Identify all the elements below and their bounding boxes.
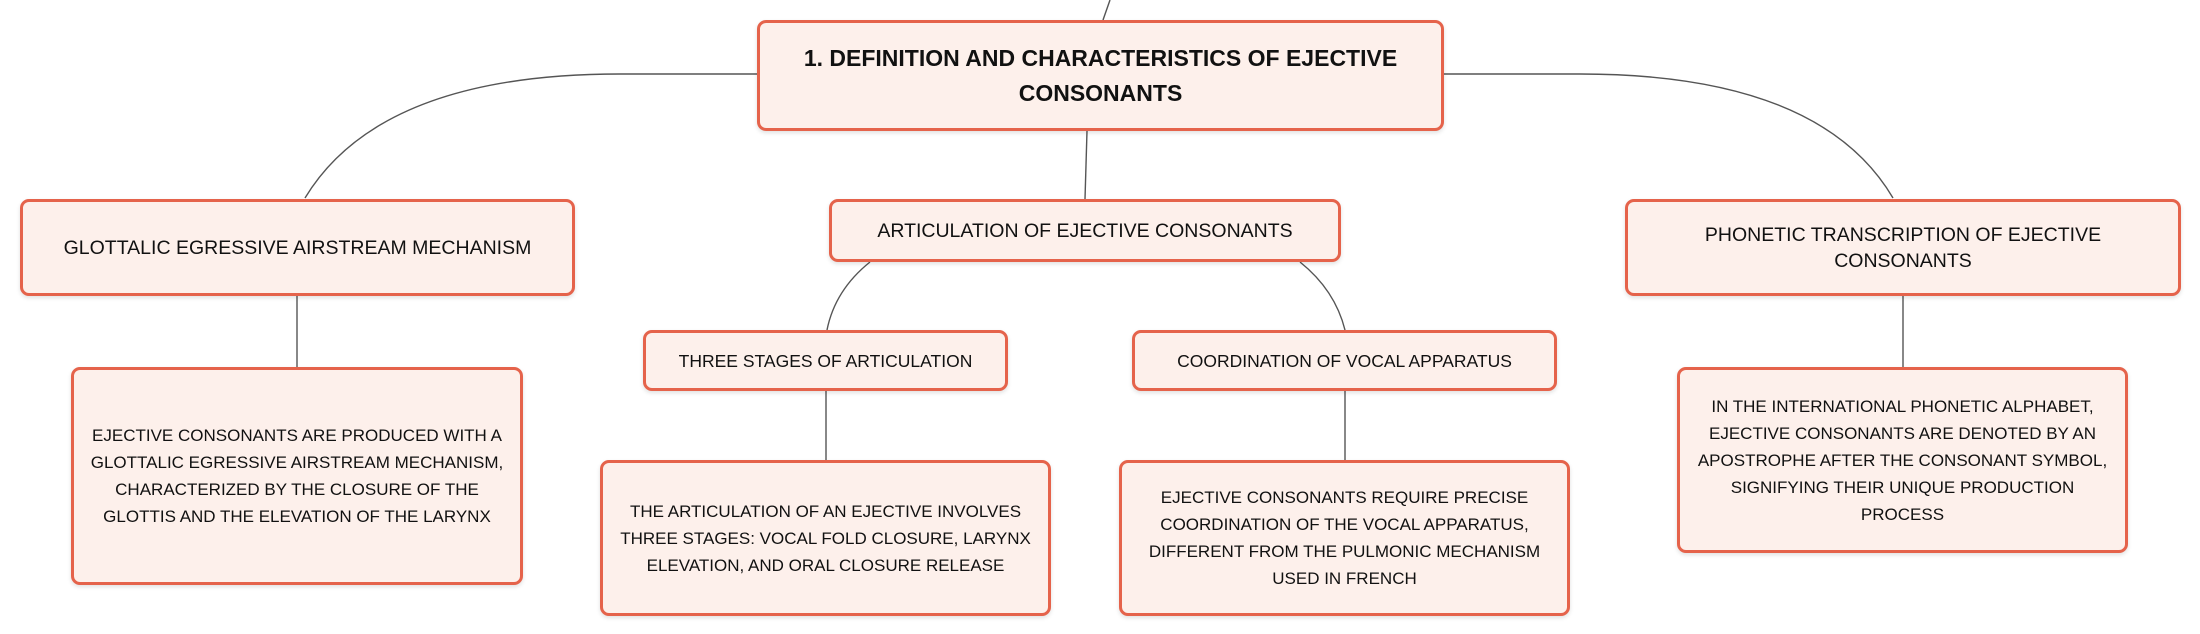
detail-coordination-text: EJECTIVE CONSONANTS REQUIRE PRECISE COORDINATION OF THE VOCAL APPARATUS, DIFFERENT FROM THE PULMONIC MECHANISM USED IN FRENCH: [1148, 488, 1541, 588]
detail-glottalic-mechanism[interactable]: [71, 367, 523, 585]
subtopic-three-stages[interactable]: [643, 330, 1008, 391]
connector-center-coordination: [1300, 262, 1345, 330]
detail-coordination[interactable]: [1119, 460, 1570, 616]
detail-phonetic-transcription-text: IN THE INTERNATIONAL PHONETIC ALPHABET, EJECTIVE CONSONANTS ARE DENOTED BY AN APOSTROPHE AFTER THE CONSONANT SYMBOL, SIGNIFYING THEIR UNIQUE PRODUCTION PROCESS: [1697, 396, 2108, 524]
connector-root-center: [1085, 131, 1087, 199]
detail-phonetic-transcription[interactable]: [1677, 367, 2128, 553]
topic-articulation[interactable]: [829, 199, 1341, 262]
root-topic-label: 1. DEFINITION AND CHARACTERISTICS OF EJECTIVE CONSONANTS: [803, 44, 1398, 106]
subtopic-coordination-label: COORDINATION OF VOCAL APPARATUS: [1177, 350, 1512, 371]
topic-glottalic-mechanism[interactable]: [20, 199, 575, 296]
detail-glottalic-mechanism-text: EJECTIVE CONSONANTS ARE PRODUCED WITH A GLOTTALIC EGRESSIVE AIRSTREAM MECHANISM, CHARACTERIZED BY THE CLOSURE OF THE GLOTTIS AND THE ELEVATION OF THE LARYNX: [90, 426, 504, 526]
connector-center-stages: [827, 262, 870, 330]
root-topic[interactable]: [757, 20, 1444, 131]
topic-phonetic-transcription-label: PHONETIC TRANSCRIPTION OF EJECTIVE CONSONANTS: [1704, 223, 2102, 272]
subtopic-three-stages-label: THREE STAGES OF ARTICULATION: [678, 350, 973, 371]
connector-root-right: [1443, 74, 1893, 198]
topic-glottalic-mechanism-label: GLOTTALIC EGRESSIVE AIRSTREAM MECHANISM: [63, 236, 532, 259]
detail-three-stages-text: THE ARTICULATION OF AN EJECTIVE INVOLVES THREE STAGES: VOCAL FOLD CLOSURE, LARYNX ELEVATION, AND ORAL CLOSURE RELEASE: [620, 501, 1031, 575]
connector-root-left: [305, 74, 758, 198]
detail-three-stages[interactable]: [600, 460, 1051, 616]
topic-articulation-label: ARTICULATION OF EJECTIVE CONSONANTS: [877, 219, 1293, 242]
topic-phonetic-transcription[interactable]: [1625, 199, 2181, 296]
connector-parent-root: [1103, 0, 1110, 20]
subtopic-coordination[interactable]: [1132, 330, 1557, 391]
